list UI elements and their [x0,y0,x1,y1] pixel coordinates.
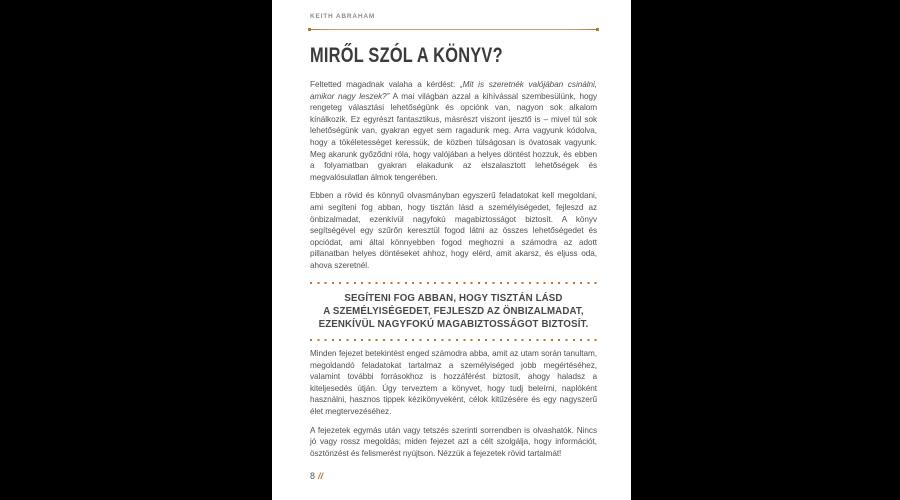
dotted-separator-top [310,282,597,284]
paragraph-1-quote-italic: „Mit is szeretnék valójában csinálni, amikor nagy leszek?” [310,80,597,101]
book-page [272,0,631,500]
paragraph-4: A fejezetek egymás után vagy tetszés szerinti sorrendben is olvashatók. Nincs jó vagy rossz megoldás; miden fejezet azt a célt szolgálja, hogy információt, ösztönzést és felismerést nyújtson. Nézzük a fejezetek rövid tartalmát! [310,425,597,458]
pull-quote [310,292,597,332]
pull-quote-line-1: SEGÍTENI FOG ABBAN, HOGY TISZTÁN LÁSD [344,292,563,304]
page-number-slashes: // [318,471,324,482]
dotted-separator-bottom [310,339,597,341]
pull-quote-line-2: A SZEMÉLYISÉGEDET, FEJLESZD AZ ÖNBIZALMADAT, [323,305,584,317]
paragraph-1-prefix: Feltetted magadnak valaha a kérdést: [310,80,460,89]
paragraph-1 [310,79,597,183]
chapter-title: MIRŐL SZÓL A KÖNYV? [310,44,503,67]
header-rule [310,28,597,31]
paragraph-3: Minden fejezet betekintést enged számodra abba, amit az utam során tanultam, megoldandó feladatokat tartalmaz a személyiséged jobb megértéséhez, valamint további forrásokhoz is hozzáférést biztosít, ahogy haladsz a kiteljesedés útján. Úgy terveztem a könyvet, hogy tudj beleírni, naplóként használni, hasznos tippek kézikönyveként, célok kitűzésére és egy nagyszerű élet megtervezéséhez. [310,349,597,417]
pull-quote-line-3: EZENKÍVÜL NAGYFOKÚ MAGABIZTOSSÁGOT BIZTOSÍT. [318,318,589,330]
page-number-value: 8 [310,471,316,482]
rule-line [310,29,597,30]
paragraph-2: Ebben a rövid és könnyű olvasmányban egyszerű feladatokat kell megoldani, ami segíteni fog abban, hogy tisztán lásd a személyiségedet, fejleszd az önbizalmadat, ezenkívül nagyfokú magabiztosságot biztosít. A könyv segítségével egy szűrőn keresztül fogod látni az összes lehetőségedet és opciódat, ami által könnyebben fogod meghozni a számodra az adott pillanatban helyes döntéseket ahhoz, hogy elérd, amit akarsz, és eljuss oda, ahova szeretnél. [310,191,597,270]
author-header: KEITH ABRAHAM [310,13,376,20]
paragraph-1-rest: A mai világban azzal a kihívással szembesülünk, hogy rengeteg választási lehetőségünk és opciónk van, nagyon sok alkalom kínálkozik. Ez egyrészt fantasztikus, másrészt viszont ijesztő is – mivel túl sok lehetőségünk van, gyakran egyet sem ragadunk meg. Arra vagyunk kódolva, hogy a tökéletességet keressük, de közben túlságosan is óvatosak vagyunk. Meg akarunk győződni róla, hogy valójában a helyes döntést hozzuk, és ebben a folyamatban gyakran elakadunk az elszalasztott lehetőségek és megvalósulatlan álmok tengerében. [310,91,598,182]
rule-end-dot-right [596,28,599,31]
page-number [310,471,597,481]
